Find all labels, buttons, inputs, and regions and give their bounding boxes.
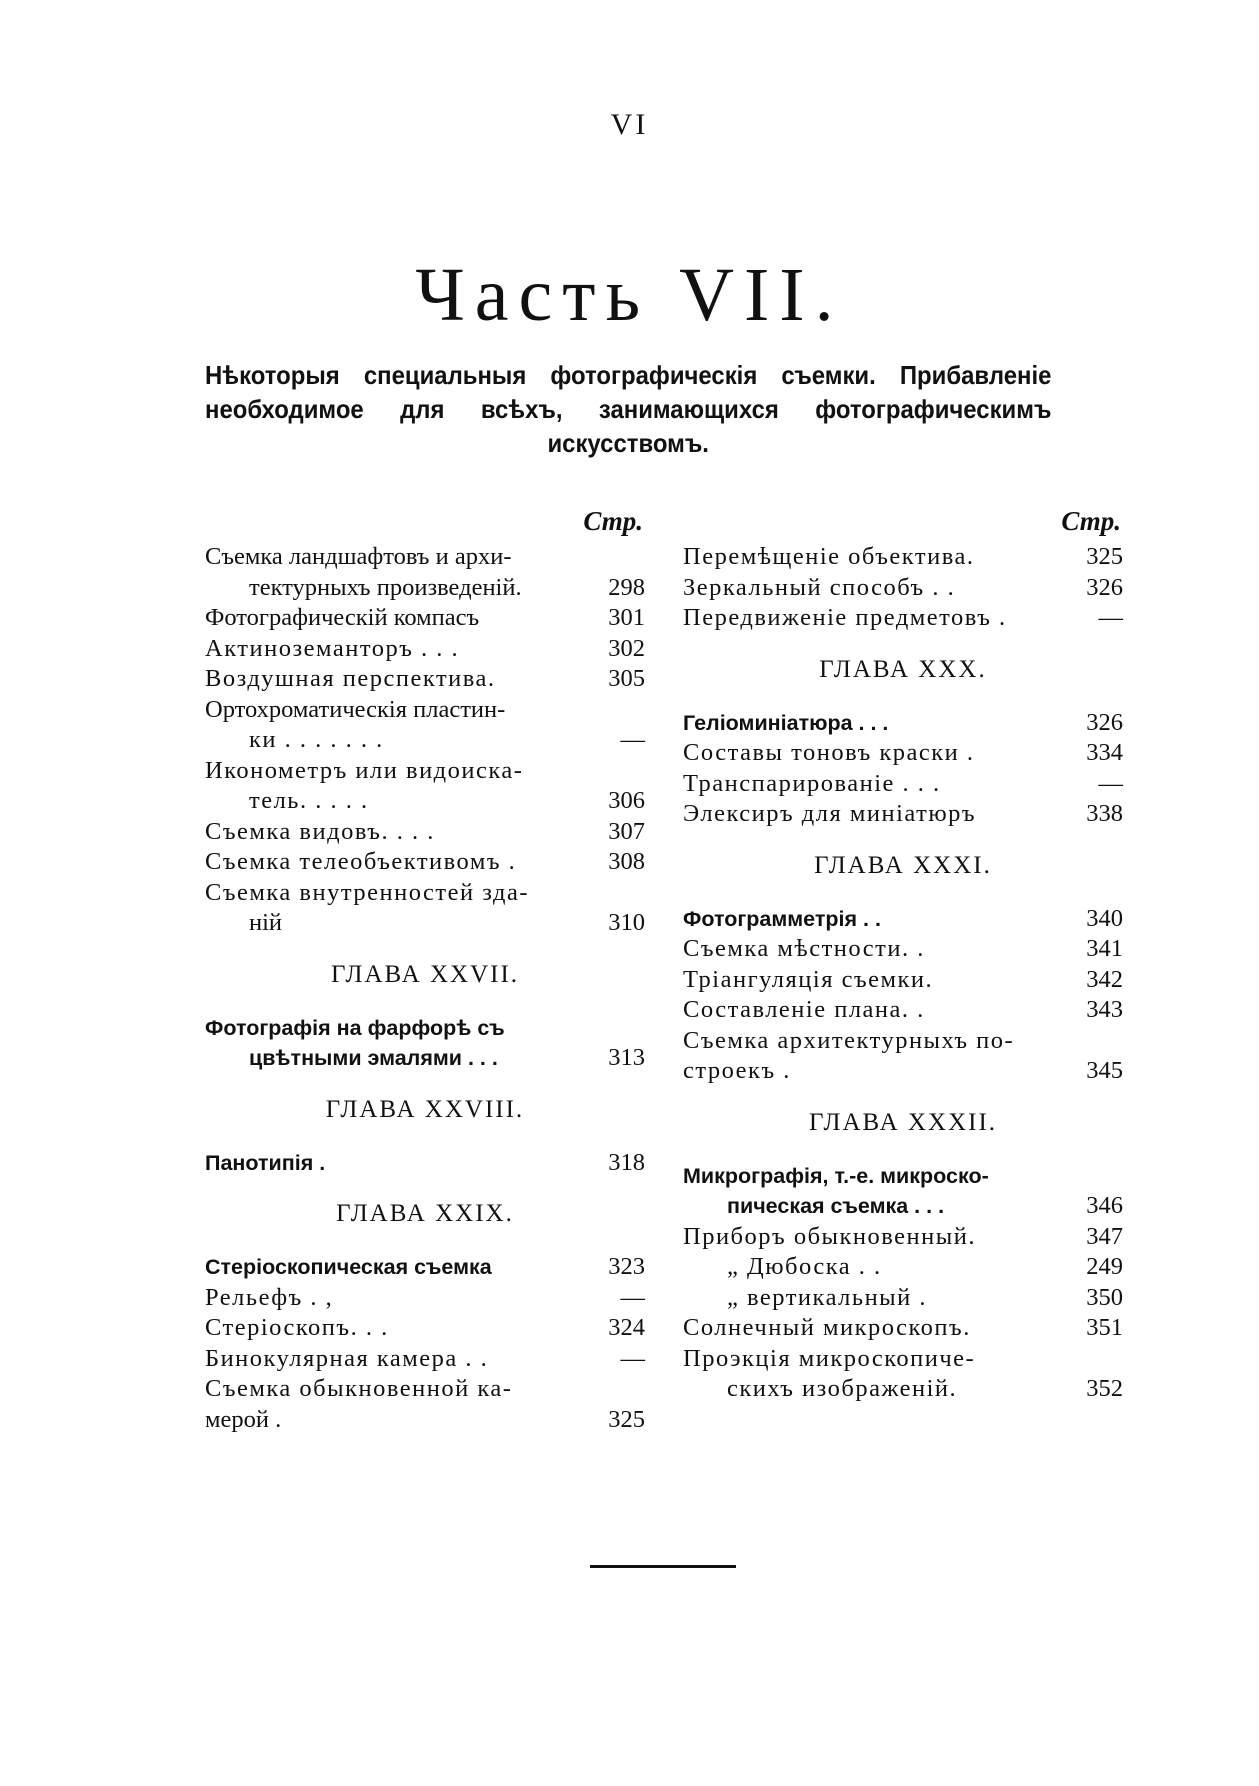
toc-entry: Составленіе плана. . 343 — [683, 996, 1123, 1023]
toc-entry: „ Дюбоска . . 249 — [727, 1253, 1123, 1280]
toc-entry: Иконометръ или видоиска- — [205, 756, 524, 784]
chapter-heading: ГЛАВА XXVII. — [330, 960, 520, 988]
toc-entry: Тріангуляція съемки. 342 — [683, 965, 1123, 993]
toc-entry: Составы тоновъ краски . 334 — [683, 739, 1123, 766]
toc-entry: Солнечный микроскопъ. 351 — [683, 1314, 1123, 1341]
toc-entry: Актиноземанторъ . . . 302 — [205, 634, 645, 662]
toc-entry: Воздушная перспектива. 305 — [205, 665, 645, 692]
page-column-label: Стр. — [583, 506, 643, 536]
chapter-heading: ГЛАВА XXX. — [819, 655, 987, 683]
toc-entry: тель. . . . . 306 — [249, 787, 645, 814]
part-subtitle: Нѣкоторыя специальныя фотографическія съемки. Прибавленіе необходимое для всѣхъ, занимающихся фотографическимъ искусствомъ. — [205, 360, 1052, 458]
toc-entry: Транспарированіе . . . — — [683, 769, 1123, 797]
toc-entry: Стеріоскопъ. . . 324 — [205, 1314, 645, 1341]
toc-entry: Фотограмметрія . . 340 — [683, 904, 1123, 932]
toc-entry: цвѣтными эмалями . . . 313 — [249, 1044, 645, 1071]
toc-entry: тектурныхъ произведеній. 298 — [249, 573, 645, 601]
toc-entry: Съемка телеобъективомъ . 308 — [205, 848, 645, 875]
toc-entry: Проэкція микроскопиче- — [683, 1344, 976, 1372]
toc-entry: ки . . . . . . . — — [249, 726, 645, 753]
toc-entry: Съемка внутренностей зда- — [205, 878, 529, 906]
toc-entry: строекъ . 345 — [683, 1057, 1123, 1084]
toc-entry: Фотографическій компасъ 301 — [205, 604, 645, 631]
chapter-heading: ГЛАВА XXIX. — [336, 1200, 514, 1227]
toc-entry: Съемка ландшафтовъ и архи- — [205, 543, 512, 570]
toc-entry: Съемка мѣстности. . 341 — [683, 935, 1123, 962]
toc-entry: Стеріоскопическая съемка 323 — [205, 1253, 645, 1280]
toc-right-column — [683, 506, 1123, 1405]
chapter-heading: ГЛАВА XXVIII. — [325, 1095, 525, 1123]
toc-entry: ній 310 — [249, 909, 645, 936]
toc-entry: „ вертикальный . 350 — [727, 1283, 1123, 1311]
toc-entry: Элексиръ для миніатюръ 338 — [683, 800, 1123, 827]
page-column-label: Стр. — [1061, 506, 1121, 536]
toc-entry: Перемѣщеніе объектива. 325 — [683, 543, 1123, 570]
toc-entry: Съемка обыкновенной ка- — [205, 1375, 513, 1402]
toc-left-column — [205, 506, 645, 1435]
toc-entry: Панотипія . 318 — [205, 1148, 645, 1176]
toc-entry: Съемка архитектурныхъ по- — [683, 1026, 1015, 1054]
toc-entry: Фотографія на фарфорѣ съ — [205, 1015, 505, 1040]
chapter-heading: ГЛАВА XXXII. — [808, 1108, 998, 1136]
toc-entry: Ортохроматическія пластин- — [205, 695, 506, 723]
part-title: Часть VII. — [415, 253, 844, 337]
toc-entry: мерой . 325 — [205, 1405, 645, 1433]
toc-entry: Бинокулярная камера . . — — [205, 1344, 645, 1372]
toc-entry: скихъ изображеній. 352 — [727, 1375, 1123, 1402]
toc-entry: Приборъ обыкновенный. 347 — [683, 1222, 1123, 1250]
toc-entry: Геліоминіатюра . . . 326 — [683, 708, 1123, 736]
chapter-heading: ГЛАВА XXXI. — [814, 851, 992, 879]
toc-entry: Зеркальный способъ . . 326 — [683, 573, 1123, 601]
toc-entry: Съемка видовъ. . . . 307 — [205, 817, 645, 845]
page-number: VI — [610, 108, 649, 141]
toc-entry: Микрографія, т.-е. микроско- — [683, 1163, 989, 1188]
bottom-rule — [590, 1565, 736, 1568]
toc-entry: Рельефъ . , — — [205, 1283, 645, 1311]
toc-entry: пическая съемка . . . 346 — [727, 1192, 1123, 1219]
toc-entry: Передвиженіе предметовъ . — — [683, 604, 1123, 631]
